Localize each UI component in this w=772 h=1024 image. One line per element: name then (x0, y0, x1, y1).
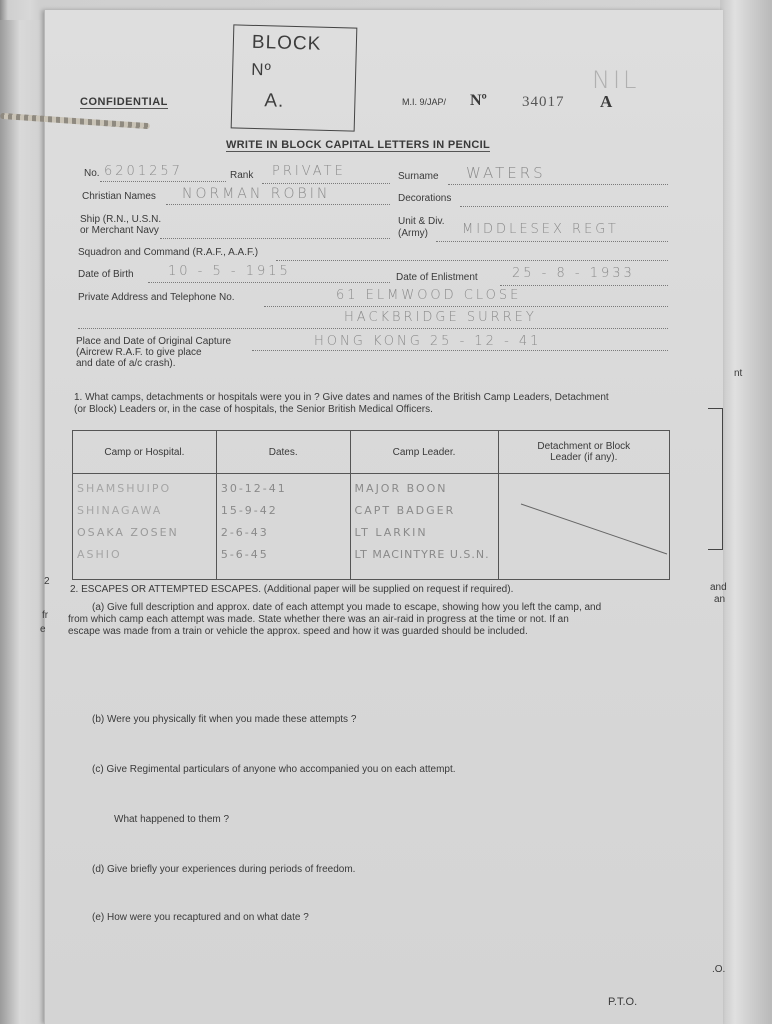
capture-label-2: (Aircrew R.A.F. to give place (76, 347, 202, 358)
margin-fragment-2: 2 (44, 576, 50, 587)
capture-label-1: Place and Date of Original Capture (76, 336, 232, 347)
ship-label-1: Ship (R.N., U.S.N. (80, 214, 162, 225)
margin-fragment-fr: fr (42, 610, 49, 621)
enlistment-line (500, 285, 668, 286)
question-1-line-2: (or Block) Leaders or, in the case of hospitals, the Senior British Medical Officers. (74, 404, 433, 415)
no-line (100, 181, 226, 182)
christian-names-value: NORMAN ROBIN (182, 186, 331, 202)
dob-value: 10 - 5 - 1915 (168, 264, 291, 279)
ship-label-2: or Merchant Navy (80, 225, 159, 236)
question-2c: (c) Give Regimental particulars of anyone who accompanied you on each attempt. (92, 764, 456, 775)
ref-prefix: M.I. 9/JAP/ (402, 97, 447, 107)
unit-label-1: Unit & Div. (398, 216, 445, 227)
margin-fragment-nt: nt (734, 368, 743, 379)
camps-column-dates (216, 474, 350, 580)
surname-value: WATERS (466, 164, 546, 182)
surname-line (448, 184, 668, 185)
table-row: LT MACINTYRE U.S.N. (354, 548, 490, 561)
christian-names-label: Christian Names (82, 191, 156, 202)
ref-number: 34017 (522, 94, 565, 110)
surname-label: Surname (398, 171, 439, 182)
no-label: No. (84, 168, 100, 179)
camps-header-detachment (498, 431, 669, 474)
camps-column-camp (73, 474, 217, 580)
question-2a-line-2: from which camp each attempt was made. State whether there was an air-raid in progress at the time or not. If an (68, 614, 569, 625)
christian-names-line (166, 204, 390, 205)
stamp-number-text: Nº (250, 59, 272, 80)
table-row: 30-12-41 (220, 482, 287, 495)
camps-header-detachment-line-2: Leader (if any). (550, 452, 618, 463)
camps-header-camp: Camp or Hospital. (73, 431, 217, 474)
camps-header-leader: Camp Leader. (350, 431, 498, 474)
margin-fragment-o: .O. (712, 964, 726, 975)
instruction-heading: WRITE IN BLOCK CAPITAL LETTERS IN PENCIL (226, 139, 490, 151)
question-2d: (d) Give briefly your experiences during periods of freedom. (92, 864, 356, 875)
block-stamp (231, 24, 358, 131)
ship-line (160, 238, 390, 239)
table-row: 5-6-45 (220, 548, 269, 561)
table-row: OSAKA ZOSEN (77, 526, 179, 539)
question-2b: (b) Were you physically fit when you made these attempts ? (92, 714, 357, 725)
squadron-line (276, 260, 668, 261)
camps-header-detachment-line-1: Detachment or Block (537, 441, 631, 452)
right-underlying-sheets (720, 0, 772, 1024)
capture-label-3: and date of a/c crash). (76, 358, 176, 369)
address-value-2: HACKBRIDGE SURREY (344, 310, 537, 325)
table-row: LT LARKIN (354, 526, 428, 539)
table-row: SHINAGAWA (77, 504, 163, 517)
rank-label: Rank (230, 170, 254, 181)
address-label: Private Address and Telephone No. (78, 292, 235, 303)
camps-column-leader (350, 474, 498, 580)
decorations-label: Decorations (398, 193, 452, 204)
camps-table (72, 430, 670, 580)
table-row: 2-6-43 (220, 526, 269, 539)
classification-label: CONFIDENTIAL (80, 96, 168, 108)
unit-label-2: (Army) (398, 228, 428, 239)
strike-through-line (499, 474, 669, 574)
table-row: ASHIO (77, 548, 122, 561)
decorations-line (460, 206, 668, 207)
capture-value: HONG KONG 25 - 12 - 41 (314, 334, 542, 349)
camps-header-dates: Dates. (216, 431, 350, 474)
table-row: SHAMSHUIPO (77, 482, 172, 495)
question-2e: (e) How were you recaptured and on what date ? (92, 912, 309, 923)
table-row: CAPT BADGER (354, 504, 456, 517)
ref-suffix: A (600, 92, 613, 111)
question-1-line-1: 1. What camps, detachments or hospitals were you in ? Give dates and names of the British Camp Leaders, Detachment (74, 392, 609, 403)
question-2-heading: 2. ESCAPES OR ATTEMPTED ESCAPES. (Additional paper will be supplied on request if required). (70, 584, 514, 595)
dob-label: Date of Birth (78, 269, 134, 280)
camps-column-detachment (498, 474, 669, 580)
enlistment-value: 25 - 8 - 1933 (512, 266, 635, 281)
unit-value: MIDDLESEX REGT (462, 222, 619, 237)
enlistment-label: Date of Enlistment (396, 272, 478, 283)
pto-label: P.T.O. (608, 996, 638, 1008)
question-2a-line-3: escape was made from a train or vehicle the approx. speed and how it was guarded should be included. (68, 626, 528, 637)
margin-fragment-an: an (714, 594, 726, 605)
dob-line (148, 282, 390, 283)
capture-line (252, 350, 668, 351)
margin-fragment-and: and (710, 582, 727, 593)
question-2c-follow-up: What happened to them ? (114, 814, 230, 825)
handwritten-nil: NIL (592, 66, 640, 94)
stamp-block-text: BLOCK (251, 31, 322, 55)
margin-bracket (708, 408, 723, 550)
address-line-1 (264, 306, 668, 307)
unit-line (436, 241, 668, 242)
rank-line (262, 183, 390, 184)
table-row: MAJOR BOON (354, 482, 448, 495)
no-value: 6201257 (104, 164, 183, 179)
table-row: 15-9-42 (220, 504, 278, 517)
question-2a-line-1: (a) Give full description and approx. date of each attempt you made to escape, showing how you left the camp, and (92, 602, 602, 613)
ref-no-label: Nº (470, 92, 487, 109)
address-line-2 (78, 328, 668, 329)
squadron-label: Squadron and Command (R.A.F., A.A.F.) (78, 247, 259, 258)
address-value-1: 61 ELMWOOD CLOSE (336, 288, 522, 303)
rank-value: PRIVATE (272, 164, 346, 179)
stamp-letter-text: A. (264, 90, 285, 112)
margin-fragment-e: e (40, 624, 46, 635)
